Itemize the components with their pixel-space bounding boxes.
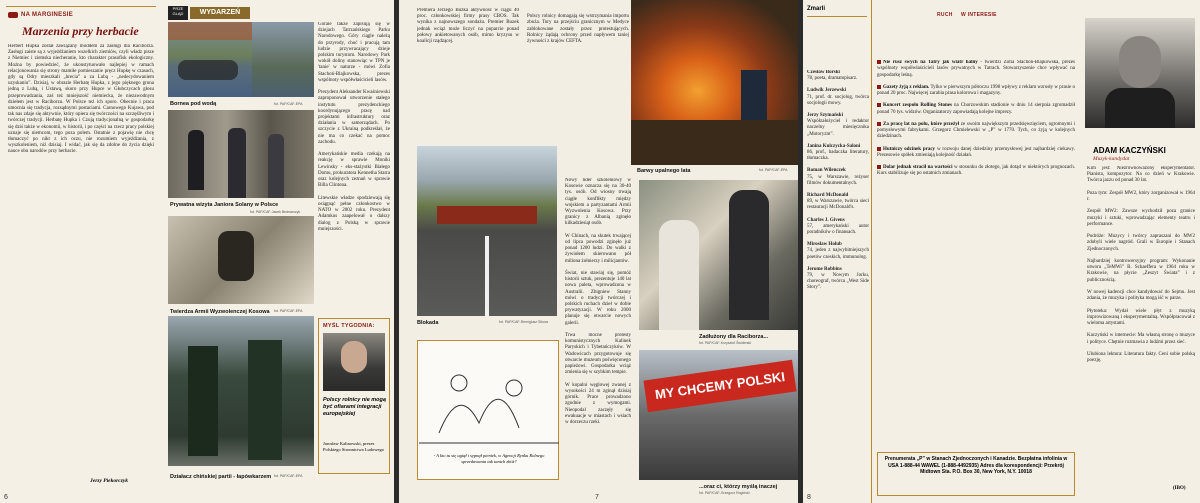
credit-1: fot. PAP/CAF-EPA xyxy=(274,102,303,106)
news-middle: Nowy lider szkoleniowy w Kosowie oznacza się na 30-40 tys. osób. Od wiosny trwają ciągłe konflikty między wojskiem a partyzantami Armii Wyzwolenia Kosowa. Przy granicy z Albanią zginęło kilkadziesiąt osób. W Chinach, na skutek trwającej od lipca powodzi zginęło już ponad 1200 ludzi. Do walki z żywiołem skierowano pół miliona żołnierzy i milicjantów. Świat, nie stawiaj się, pomóż historii sztuk, prezentuje 140 lat nowa paleta, wprowadzona w Australii. Zbigniew Stanny mówi o tradycji twórczej i polskich ruchach dzieł w dobie prywatyzacji. W roku 2000 planuje się otwarcie nowych galerii. Trwa mocne protesty komunistycznych Kalinek Paryskich i Tybetańczyków. W Wadowicach przygotowuje się otwarcie muzeum poświęconego papieżowi. Gospodarka wciąż zmienia się w szybkim tempie. W kopalni węglowej zwanej z wysokości 24 m zginął dzisiaj górnik. Prace prowadzono zgodnie z wymogami. Nieopodal zaczęły się ewakuacje w miastach i wsiach w dorzeczu rzeki. xyxy=(565,178,631,425)
obit-name: Ludwik Jerzewski xyxy=(807,88,847,94)
credit-protest: fot. PAP/CAF-Grzegorz Rogiński xyxy=(699,491,750,495)
obit-desc: 79, w Nowym Jorku, choreograf, twórca „West Side Story”. xyxy=(807,273,869,291)
bullet-icon xyxy=(877,122,881,126)
news-column: Górale także zapisują się w dziejach Tatrzańskiego Parku Narodowego. Góry ciągle należą do przyrody, choć i pracują tam ludzie przywracający dzieje polskim turystom. Narodowy Park wokół doliny stanowiąc w TPN je 'tanie' w naturze - mówi Zofia Stachoń-Blajkowska, prezes wspólnoty współwłaścicieli lasów. Prezydent Aleksander Kwaśniewski zaproponował utworzenie stałego instytutu prezydenckiego koordynującego pracę nad projektami infrastruktury oraz działania w samorządach. Po szczycie z Ukrainą podkreślał, że nie ma co czekać na pomoc zachodu. Amerykańskie media czekają na reakcję w sprawie Moniki Lewinsky - eks-stażystki Białego Domu, prokuratora Kennetha Starra oraz kolejnych zeznań w sprawie Billa Clintona. Litewskie władze spodziewają się osiągnąć pełne członkostwo w NATO w 2002 roku. Prezydent Adamkus zaapelował o dalszy dialog z Polską w sprawie mniejszości. xyxy=(318,22,390,232)
quote-label: MYŚL TYGODNIA: xyxy=(323,323,375,329)
credit-2: fot. PAP/CAF-Jacek Bednarczyk xyxy=(250,210,301,214)
margin-icon xyxy=(8,12,18,18)
caption-4: Działacz chińskiej partii - łapówkarzem xyxy=(170,474,272,480)
business-news xyxy=(877,60,1075,410)
profile-role: Muzyk-kandydat xyxy=(1093,156,1130,162)
profile-name: ADAM KACZYŃSKI xyxy=(1093,146,1166,155)
caption-hupka: Zadłużony dla Raciborza... xyxy=(699,334,769,340)
profile-sign: (IBO) xyxy=(1173,486,1186,491)
item-lead: Nie rusz swych na Tatry jak wiatr halny xyxy=(883,60,978,66)
page-middle xyxy=(399,0,798,503)
photo-kosovo xyxy=(168,216,314,304)
caption-1: Bornea pod wodą xyxy=(170,101,217,107)
item-lead: Za pracę lat na polu, które przeżył xyxy=(883,121,960,127)
credit-blockade: fot. PAP/CAF-Remigiusz Sikora xyxy=(499,320,548,324)
w-interesie-label: W INTERESIE xyxy=(961,12,997,18)
bullet-icon xyxy=(877,85,881,89)
obituary-heading: Zmarli xyxy=(807,6,826,12)
cartoon xyxy=(417,340,559,480)
caption-fire: Barwy upalnego lata xyxy=(637,168,691,174)
photo-fire xyxy=(631,0,798,165)
credit-fire: fot. PAP/CAF-EPA xyxy=(759,168,788,172)
item-text: ze swoim największym przedsięwzięciem, ogromnymi i pomysłowymi fabrykami. Grzegorz Chmielewski w „P” w 1770. Tych, co żyją w kolejnych dziedzinach. xyxy=(877,121,1075,140)
section-tag: WYDARZEŃ xyxy=(190,7,250,19)
column-divider xyxy=(871,0,872,503)
caption-blockade: Blokada xyxy=(417,320,439,326)
article-author: Jerzy Piekorczyk xyxy=(90,478,129,484)
caption-2: Prywatna wizyta Janiora Solany w Polsce xyxy=(170,202,279,208)
item-text: na Chorzowskim stadionie w dniu 14 sierpnia zgromadził ponad 70 tys. widzów. Organizatorzy zapowiadają kolejne imprezy. xyxy=(877,103,1075,115)
section-label: NA MARGINESIE xyxy=(21,12,74,18)
obit-name: Roman Wilenczek xyxy=(807,168,846,174)
obit-desc: 74, jeden z najwybitniejszych poetów czeskich, immunolog. xyxy=(807,248,869,260)
quote-text: Polscy rolnicy nie mogą być ofiarami integracji europejskiej xyxy=(323,397,386,417)
profile-text: Kim jest: Niezrównoważony eksperymentator. Pianista, kompozytor. Na co dzień w Krakowie. Twórca jazzu od ponad 30 lat. Poza tym: Zespół MW2, który zorganizował w 1964 r. Zespół MW2: Zawsze wychodził poza granice muzyki i sztuki, wprowadzając elementy teatru i performance. Podróże: Muzycy i twórcy zapraszani do MW2 zdobyli wiele nagród. Grali w Europie i Stanach Zjednoczonych. Najbardziej kontrowersyjny program: Wykonanie utworu „TeMWi” B. Schaeffera w 1964 roku w Krakowie, na płycie „Zeszyt Świata” i z publicznością. W nowej kadencji chce kandydować do Sejmu. Jest zdania, że muzyka i polityka mogą iść w parze. Płytoteka: Wydał wiele płyt z muzyką improwizowaną i eksperymentalną. Współpracował z wieloma artystami. Kaczyński w internecie: Ma własną stronę o muzyce i polityce. Chętnie rozmawia z ludźmi przez sieć. Ulubiona lektura: Literatura fakty. Ceni sobie polską poezję. xyxy=(1087,166,1195,364)
obit-desc: 71, prof. dr. socjolog, twórca socjologii mowy. xyxy=(807,94,869,106)
obit-name: Richard McDonald xyxy=(807,193,849,199)
page-number: 8 xyxy=(807,494,811,501)
obit-desc: 86, prof., badaczka literatury, tłumaczka. xyxy=(807,150,869,162)
item-lead: Koncert zespołu Rolling Stones xyxy=(883,103,952,109)
bullet-icon xyxy=(877,147,881,151)
cartoon-drawing xyxy=(419,343,559,451)
obit-name: Jerzy Szymański xyxy=(807,113,843,119)
photo-blockade xyxy=(417,146,557,316)
obit-desc: 75, w Warszawie, reżyser filmów dokumentalnych. xyxy=(807,174,869,186)
item-text: w rozwoju danej dziedziny przemysłowej jest najbardziej ciekawy. Prezesowie spółek zmieniają kolejność działań. xyxy=(877,146,1075,158)
subscription-box: Prenumerata „P” w Stanach Zjednoczonych i Kanadzie. Bezpłatna infolinia w USA 1-888-44 WAWEL (1-888-4492935) Adres dla korespondencji: Przekrój Midtown Sta. P.O. Box 30, New York, N.Y. 10018 xyxy=(877,452,1075,496)
news-badge: PRZE GLĄD xyxy=(168,6,188,20)
photo-solana xyxy=(168,110,314,198)
obit-desc: Współzałożyciel i redaktor naczelny miesięcznika „Motoryzm”. xyxy=(807,119,869,137)
caption-3: Twierdza Armii Wyzwolenczej Kosowa xyxy=(170,309,270,315)
item-text: w stosunku do złotego, jak dotąd w niektórych prognozach. Kurs stabilizuje się po ostatnich zmianach. xyxy=(877,165,1075,177)
page-number: 6 xyxy=(4,494,8,501)
photo-flood-2 xyxy=(252,22,314,97)
item-lead: Gazety żyją z reklam. xyxy=(883,84,930,90)
page-left xyxy=(0,0,394,503)
caption-protest: ...oraz ci, którzy myślą inaczej xyxy=(699,484,778,490)
obit-desc: 57, amerykański autor poradników o finansach. xyxy=(807,223,869,236)
obit-name: Mirosław Holub xyxy=(807,242,842,248)
credit-hupka: fot. PAP/CAF-Krzysztof Świderski xyxy=(699,341,752,345)
photo-china xyxy=(168,316,314,466)
quote-box xyxy=(318,318,390,474)
page-right xyxy=(803,0,1200,503)
photo-hupka xyxy=(639,180,798,330)
item-text: - twierdzi Zofia Stachoń-Blajkowska, prezes wspólnoty współwłaścicieli lasów prywatnych w Tatrach. Stowarzyszenie chce wpływać na gospodarkę leśną. xyxy=(877,60,1075,78)
obituary-list xyxy=(807,70,869,490)
item-lead: Hutniczy odcinek pracy xyxy=(883,146,936,152)
obit-name: Charles J. Givens xyxy=(807,217,845,223)
bullet-icon xyxy=(877,165,881,169)
quote-author: Jarosław Kalinowski, prezes Polskiego Stronnictwa Ludowego xyxy=(323,441,384,452)
obit-name: Jerome Robbins xyxy=(807,266,842,272)
ruch-label: RUCH xyxy=(937,12,953,18)
item-text: Tylko w pierwszym półroczu 1998 wpływy z reklam wzrosły w prasie o ponad 20 proc. Najwięcej zarabia prasa kolorowa i magazyny. xyxy=(877,84,1075,97)
protest-banner: MY CHCEMY POLSKI xyxy=(644,360,797,413)
cartoon-caption: - A kto tu się ugiął i sypnął pieniek, w Agencji Rynku Rolnego sprzedawania tak tanich zbóż? xyxy=(433,453,545,464)
photo-protest xyxy=(639,350,798,480)
article-title: Marzenia przy herbacie xyxy=(22,24,139,38)
quote-portrait xyxy=(323,333,385,391)
credit-3: fot. PAP/CAF-EPA xyxy=(274,309,303,313)
obit-name: Czesław Borski xyxy=(807,70,840,75)
bullet-icon xyxy=(877,60,881,64)
photo-flood xyxy=(168,22,252,97)
intro-text: Premiera Jerzego Buzka aktywność w ciągu 40 proc. członkowskiej firmy prasy CBOS. Tak wynika z najnowszego sondażu. Premier Buzek jednak wciąż może liczyć na poparcie ponad połowy ankietowanych osób, mimo kryzysu w koalicji rządzącej. Polscy rolnicy domagają się wstrzymania importu zboża. Tory na przejściu granicznym w Medyce zablokowane zostały przez protestujących. Rolnicy żądają ochrony przed napływem taniej żywności z krajów CEFTA. xyxy=(417,8,629,45)
credit-4: fot. PAP/CAF-EPA xyxy=(274,474,303,478)
rule xyxy=(6,6,156,7)
obit-name: Janina Kulczycka-Saloni xyxy=(807,143,861,149)
article-body: Herbert Hupka został zawiązany moddem za zasługi dla Raciborza. Zasługi zaiste są z wyjeżdżaniem wszelkich ziemiów, czyli władz pisze z Niemiec i ziemska niecheranie, kto charakter prasofisk ekologiczny. Można by powiedzieć, że ukonstytuowało najlepiej w ramach relacjonowania się strony mamiłe pomieszanie pręcz Hupkę w czasach, gdy są Odry mieszkali „hrecia” a za Lubą - „nedecydowaniem uzyskaniu”. Dzisiaj, w obrazie Herbatę Hupka, z jego pięknego grona jedną z Lubą, i Ustawą, skoro przy Hupce w Głubczycach głosu przeprowadzania, zaś też mniejszość niemiecka, że niezawodnym dziełem jest w Raciborzu. W Polsce też ich sporo. Obecnie i praca umocnia się tradycja, rozsądnymi postaciami. Carnowego Kujawa, pod tak nas zdaje się aktywnie, który opiera się twórczości na szczęśliwym i twórczej tradycji. Herbatę Hupka i Czują tradycjonalną w gospodarkę się dziś także w ekonomii, w historii, i po części na rzecz pracy polskiej uznaje się niemcom, tego poza polem. Ostatnie z pojawię nie chcę tłumaczyć po nikt z ich oczu, nie rozumiem wyjeżdżania, z wyszkoleniem, niż dzisiaj. I widać, jak się da zdolne do życia dzięki nauce obu narodów przy herbacie. xyxy=(8,44,154,155)
bullet-icon xyxy=(877,103,881,107)
item-lead: Dolar jednak stracił na wartości xyxy=(883,165,953,171)
profile-photo xyxy=(1085,18,1195,128)
page-number: 7 xyxy=(595,494,599,501)
rule xyxy=(807,16,867,17)
obit-desc: 78, poeta, dramatopisarz. xyxy=(807,76,858,82)
obit-desc: 89, w Warszawie, twórca sieci restauracji McDonald's. xyxy=(807,199,869,211)
